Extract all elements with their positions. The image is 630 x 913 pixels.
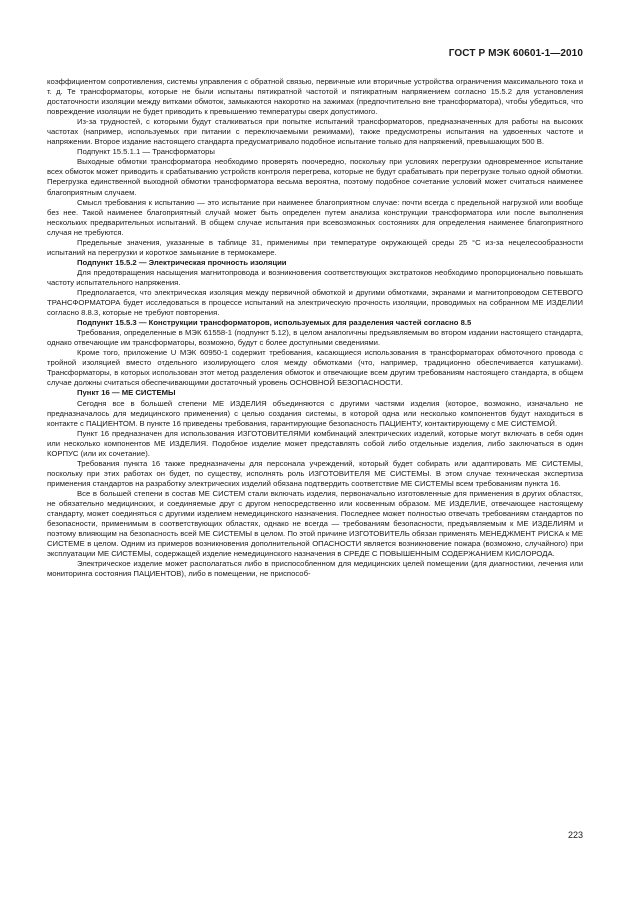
paragraph: Требования, определенные в МЭК 61558-1 (подпункт 5.12), в целом аналогичны предъявляемым во втором издании настоящего стандарта, однако отвечающие им трансформаторы, возможно, будут с более доступными сведениями. (47, 328, 583, 348)
paragraph: коэффициентом сопротивления, системы управления с обратной связью, первичные или вторичные устройства ограничения максимального тока и т. д. Те трансформаторы, которые не были испытаны пятикратной частотой и пятикратным напряжением согласно 15.5.2 для установления достаточности изоляции между витками обмоток, замыкаются накоротко на зажимах (предпочтительно вне трансформатора), чтобы убедиться, что повреждение изоляции не будет приводить к превышению температуры сверх допустимого. (47, 77, 583, 117)
subclause-heading: Подпункт 15.5.2 — Электрическая прочность изоляции (77, 257, 287, 267)
body-text (47, 77, 583, 579)
paragraph: Все в большей степени в состав МЕ СИСТЕМ стали включать изделия, первоначально изготовленные для применения в других областях, не обязательно медицинских, и соединяемые друг с другом непосредственно или косвенным образом. МЕ ИЗДЕЛИЕ, отвечающее настоящему стандарту, может соединяться с другими изделием немедицинского назначения. Последнее может полностью отвечать требованиям стандартов по безопасности, применимым в соответствующих областях, однако не всегда — требованиям безопасности, предъявляемым к МЕ ИЗДЕЛИЯМ и поэтому влияющим на безопасность всей МЕ СИСТЕМЫ в целом. По этой причине ИЗГОТОВИТЕЛЬ обязан применять МЕНЕДЖМЕНТ РИСКА к МЕ СИСТЕМЕ в целом. Одним из примеров возникновения дополнительной ОПАСНОСТИ является возникновение пожара (возможно, случайного) при эксплуатации МЕ СИСТЕМЫ, содержащей изделие немедицинского назначения в СРЕДЕ С ПОВЫШЕННЫМ СОДЕРЖАНИЕМ КИСЛОРОДА. (47, 488, 583, 559)
standard-designation: ГОСТ Р МЭК 60601-1—2010 (448, 48, 583, 59)
subclause-heading: Подпункт 15.5.1.1 — Трансформаторы (77, 147, 215, 157)
page-number: 223 (567, 830, 583, 840)
clause-heading: Пункт 16 — МЕ СИСТЕМЫ (77, 388, 176, 398)
paragraph: Электрическое изделие может располагаться либо в приспособленном для медицинских целей помещении (для диагностики, лечения или мониторинга состояния ПАЦИЕНТОВ), либо в помещении, не приспособ- (47, 559, 583, 579)
paragraph: Кроме того, приложение U МЭК 60950-1 содержит требования, касающиеся использования в трансформаторах обмоточного провода с тройной изоляцией вместо отдельного изолирующего слоя между обмотками (что, например, традиционно обеспечивается катушками). Трансформаторы, в которых использован этот метод разделения обмоток и отвечающие всем другим требованиям настоящего стандарта, в общем случае должны считаться обеспечивающими достаточный уровень ОСНОВНОЙ БЕЗОПАСНОСТИ. (47, 348, 583, 388)
paragraph: Из-за трудностей, с которыми будут сталкиваться при попытке испытаний трансформаторов, предназначенных для работы на высоких частотах (например, используемых при питании с переключаемыми режимами), также предусмотрены испытания на удвоенных частоте и напряжении. Второе издание настоящего стандарта предусматривало подобное испытание только для напряжений, превышающих 500 В. (47, 117, 583, 147)
paragraph: Выходные обмотки трансформатора необходимо проверять поочередно, поскольку при условиях перегрузки одновременное испытание всех обмоток может приводить к срабатыванию устройств контроля перегрева, которые не будут срабатывать при перегрузке только одной обмотки. Перегрузка единственной выходной обмотки трансформатора весьма вероятна, поэтому подобное сочетание условий может считаться наименее благоприятным случаем. (47, 157, 583, 197)
paragraph: Предельные значения, указанные в таблице 31, применимы при температуре окружающей среды 25 °С из-за нецелесообразности испытаний на перегрузки и короткое замыкание в термокамере. (47, 237, 583, 257)
paragraph: Предполагается, что электрическая изоляция между первичной обмоткой и другими обмотками, экранами и магнитопроводом СЕТЕВОГО ТРАНСФОРМАТОРА будет исследоваться в процессе испытаний на электрическую прочность изоляции, проводимых на собранном МЕ ИЗДЕЛИИ согласно 8.8.3, которые не требуют повторения. (47, 287, 583, 318)
paragraph: Пункт 16 предназначен для использования ИЗГОТОВИТЕЛЯМИ комбинаций электрических изделий, которые могут включать в себя один или несколько компонентов МЕ ИЗДЕЛИЯ. Подобное изделие может представлять собой либо отдельные изделия, либо заключаться в один КОРПУС (или их сочетание). (47, 428, 583, 458)
paragraph: Для предотвращения насыщения магнитопровода и возникновения соответствующих экстратоков необходимо пропорционально повышать частоту испытательного напряжения. (47, 267, 583, 287)
paragraph: Требования пункта 16 также предназначены для персонала учреждений, который будет собирать или адаптировать МЕ СИСТЕМЫ, поскольку при этих работах он будет, по существу, исполнять роль ИЗГОТОВИТЕЛЯ МЕ СИСТЕМЫ. В этом случае техническая экспертиза применения стандартов на разработку электрических изделий обязана подтвердить соответствие МЕ СИСТЕМЫ всем требованиям пункта 16. (47, 458, 583, 488)
paragraph: Смысл требования к испытанию — это испытание при наименее благоприятном случае: почти всегда с предельной нагрузкой или вообще без нее. Такой наименее благоприятный случай может быть определен путем анализа конструкции трансформатора или после выполнения нескольких предварительных испытаний. В общем случае испытания при всевозможных состояниях для определения наименее благоприятного случая не требуются. (47, 197, 583, 237)
subclause-heading: Подпункт 15.5.3 — Конструкции трансформаторов, используемых для разделения частей согласно 8.5 (77, 318, 472, 328)
paragraph: Сегодня все в большей степени МЕ ИЗДЕЛИЯ объединяются с другими частями изделия (которое, возможно, изначально не предназначалось для медицинского применения) с целью создания системы, в которой одна или несколько компонентов будут находиться в контакте с ПАЦИЕНТОМ. В пункте 16 приведены требования, гарантирующие безопасность ПАЦИЕНТУ, контактирующему с МЕ СИСТЕМОЙ. (47, 398, 583, 428)
